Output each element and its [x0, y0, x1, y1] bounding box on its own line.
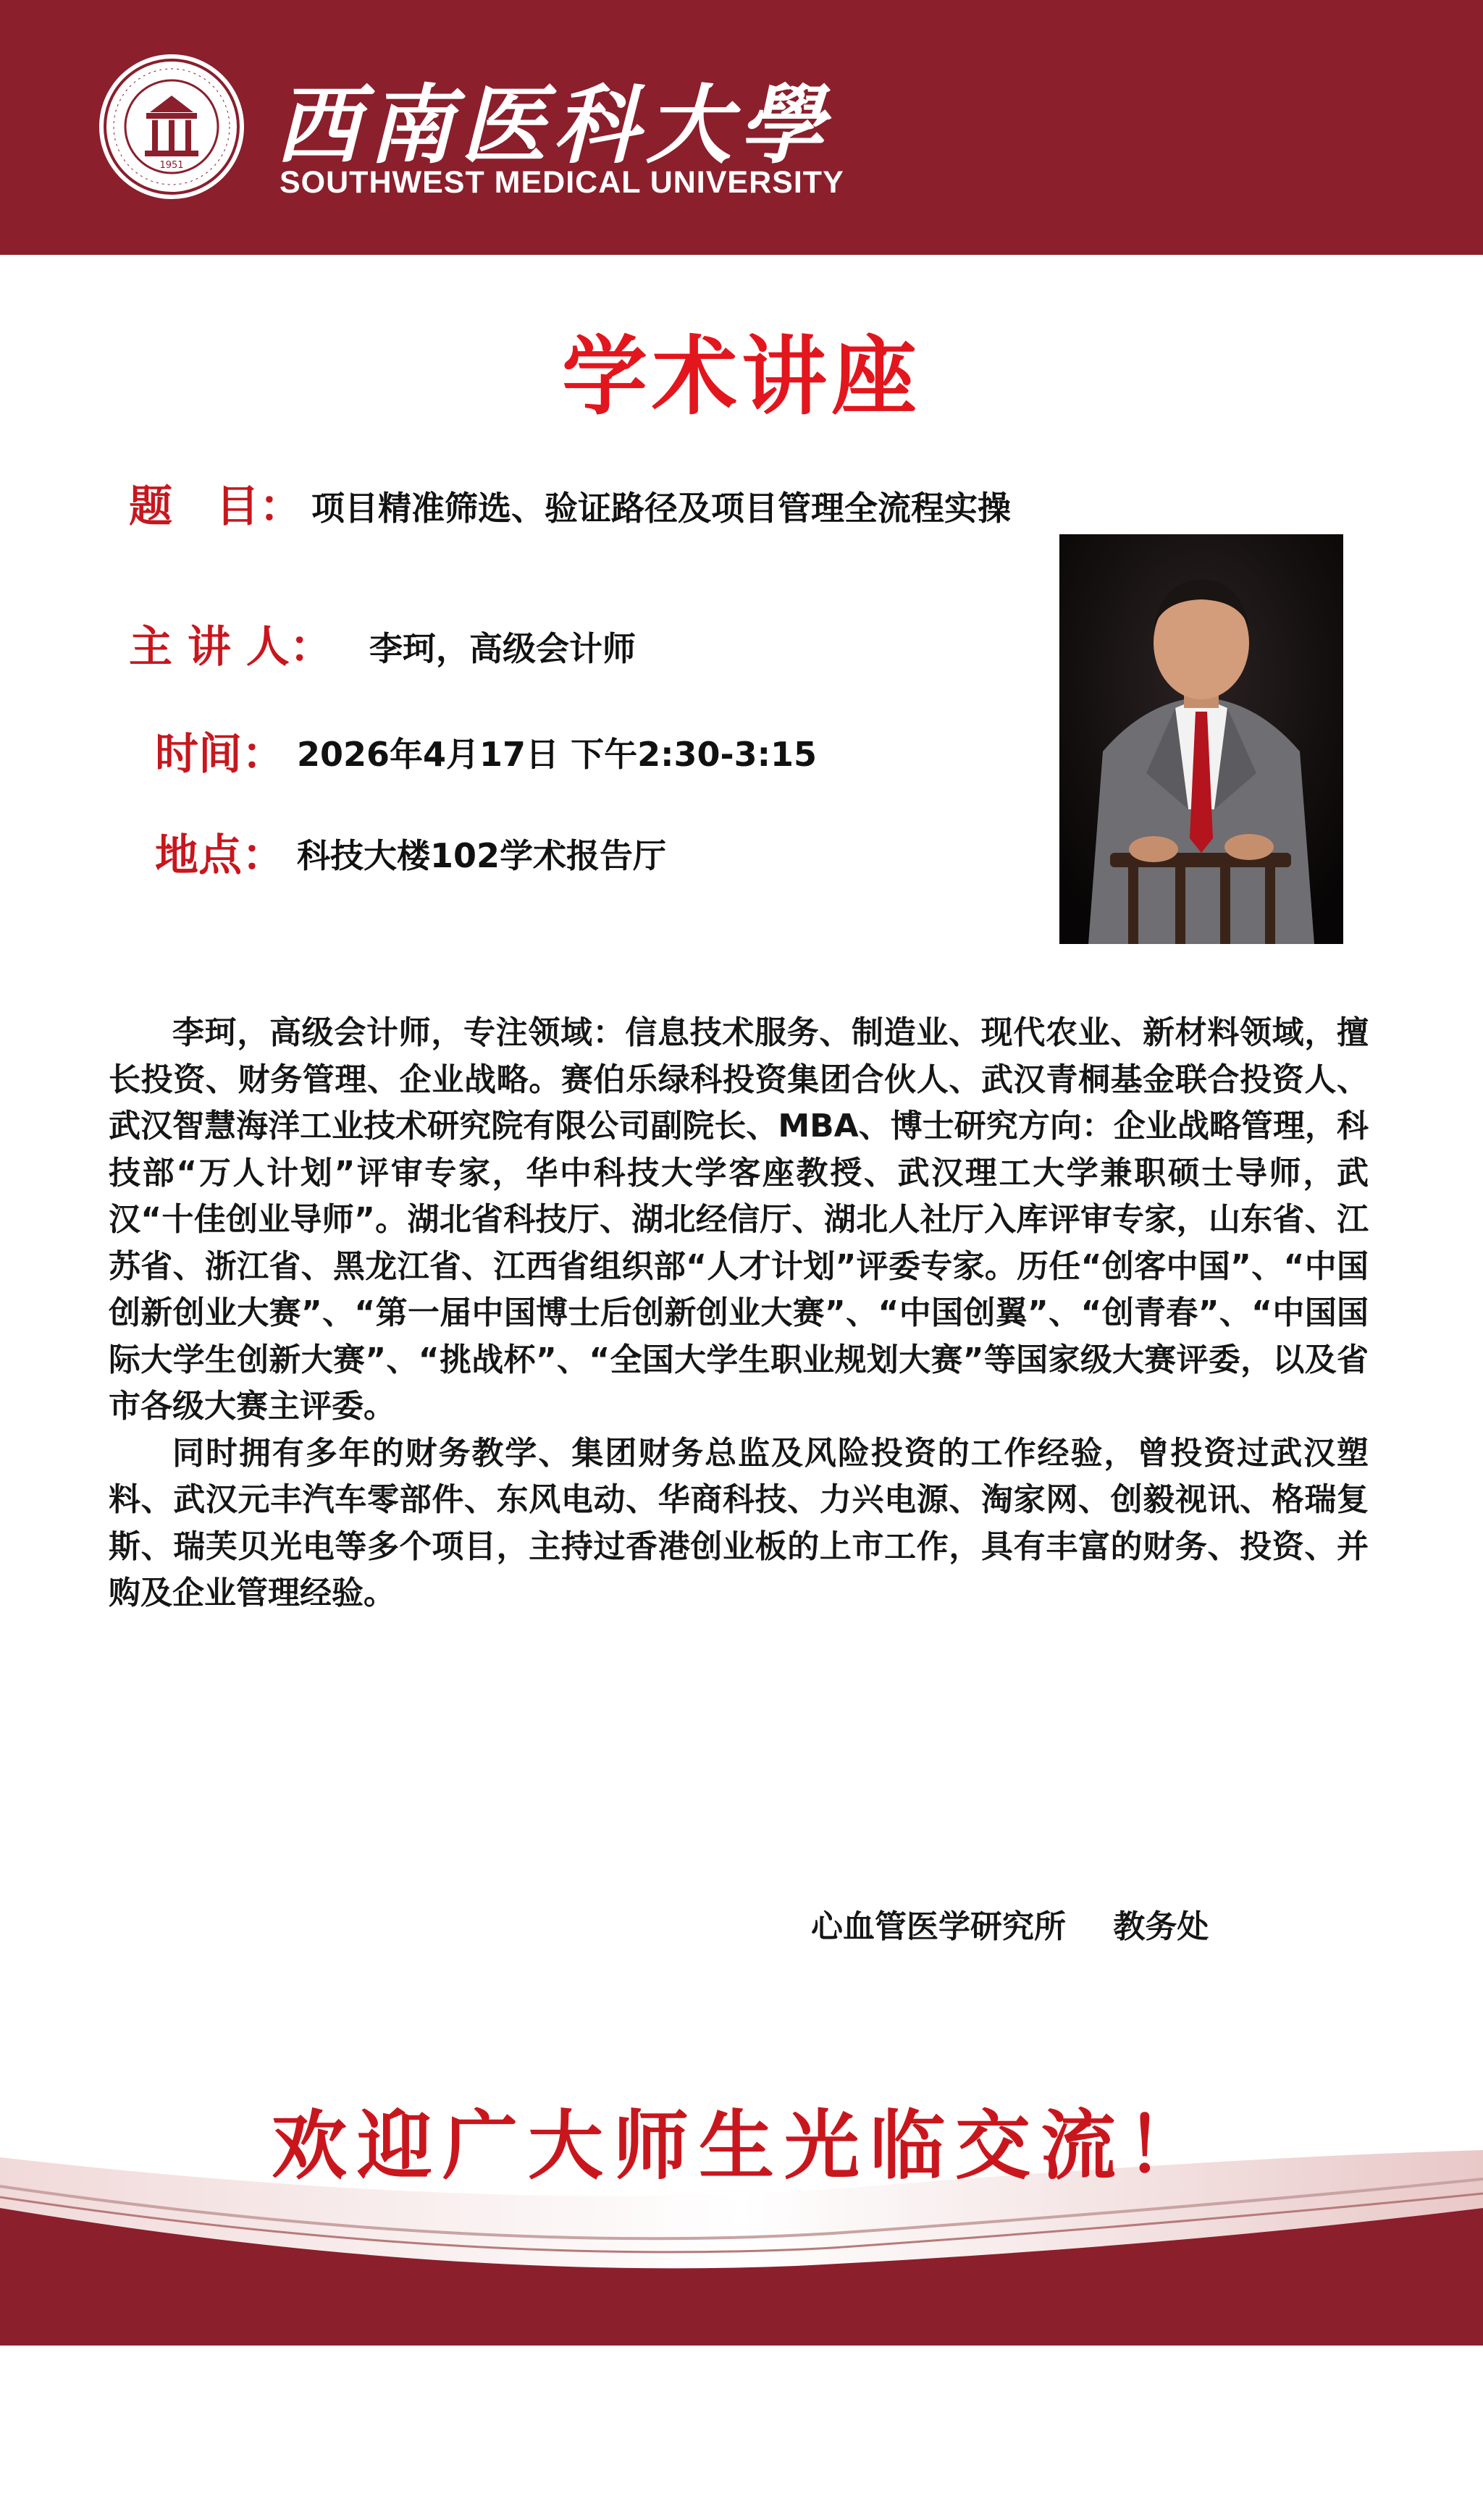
- speaker-photo: [1059, 534, 1343, 944]
- seal-year: 1951: [159, 160, 184, 171]
- bio-paragraph-2: 同时拥有多年的财务教学、集团财务总监及风险投资的工作经验，曾投资过武汉塑料、武汉元丰汽车零部件、东风电动、华商科技、力兴电源、淘家网、创毅视讯、格瑞复斯、瑞芙贝光电等多个项目，主持过香港创业板的上市工作，具有丰富的财务、投资、并购及企业管理经验。: [109, 1434, 1369, 1611]
- time-value: 2026年4月17日 下午2:30-3:15: [297, 735, 817, 774]
- university-name-cn: 西南医科大學: [275, 75, 832, 175]
- topic-label: 题 目：: [129, 481, 303, 532]
- place-value: 科技大楼102学术报告厅: [297, 836, 667, 875]
- topic-value: 项目精准筛选、验证路径及项目管理全流程实操: [311, 489, 1011, 528]
- speaker-label: 主 讲 人：: [129, 622, 333, 673]
- speaker-portrait-icon: [1059, 534, 1343, 944]
- organizer-1: 心血管医学研究所: [811, 1908, 1066, 1945]
- header-banner: [0, 0, 1483, 255]
- time-label: 时间：: [155, 729, 285, 780]
- organizers: [811, 1900, 1209, 1947]
- welcome-slogan: 欢迎广大师生光临交流！: [271, 2101, 1211, 2190]
- page-title: 学术讲座: [561, 326, 921, 426]
- university-seal-icon: [96, 51, 248, 203]
- speaker-biography: [109, 1010, 1369, 1617]
- speaker-value: 李珂，高级会计师: [369, 629, 636, 668]
- university-name-en: SOUTHWEST MEDICAL UNIVERSITY: [280, 165, 844, 200]
- organizer-2: 教务处: [1113, 1908, 1209, 1945]
- place-label: 地点：: [155, 830, 285, 881]
- bio-paragraph-1: 李珂，高级会计师，专注领域：信息技术服务、制造业、现代农业、新材料领域，擅长投资、财务管理、企业战略。赛伯乐绿科投资集团合伙人、武汉青桐基金联合投资人、武汉智慧海洋工业技术研究院有限公司副院长、MBA、博士研究方向：企业战略管理，科技部“万人计划”评审专家，华中科技大学客座教授、武汉理工大学兼职硕士导师，武汉“十佳创业导师”。湖北省科技厅、湖北经信厅、湖北人社厅入库评审专家，山东省、江苏省、浙江省、黑龙江省、江西省组织部“人才计划”评委专家。历任“创客中国”、“中国创新创业大赛”、“第一届中国博士后创新创业大赛”、“中国创翼”、“创青春”、“中国国际大学生创新大赛”、“挑战杯”、“全国大学生职业规划大赛”等国家级大赛评委，以及省市各级大赛主评委。: [109, 1014, 1369, 1425]
